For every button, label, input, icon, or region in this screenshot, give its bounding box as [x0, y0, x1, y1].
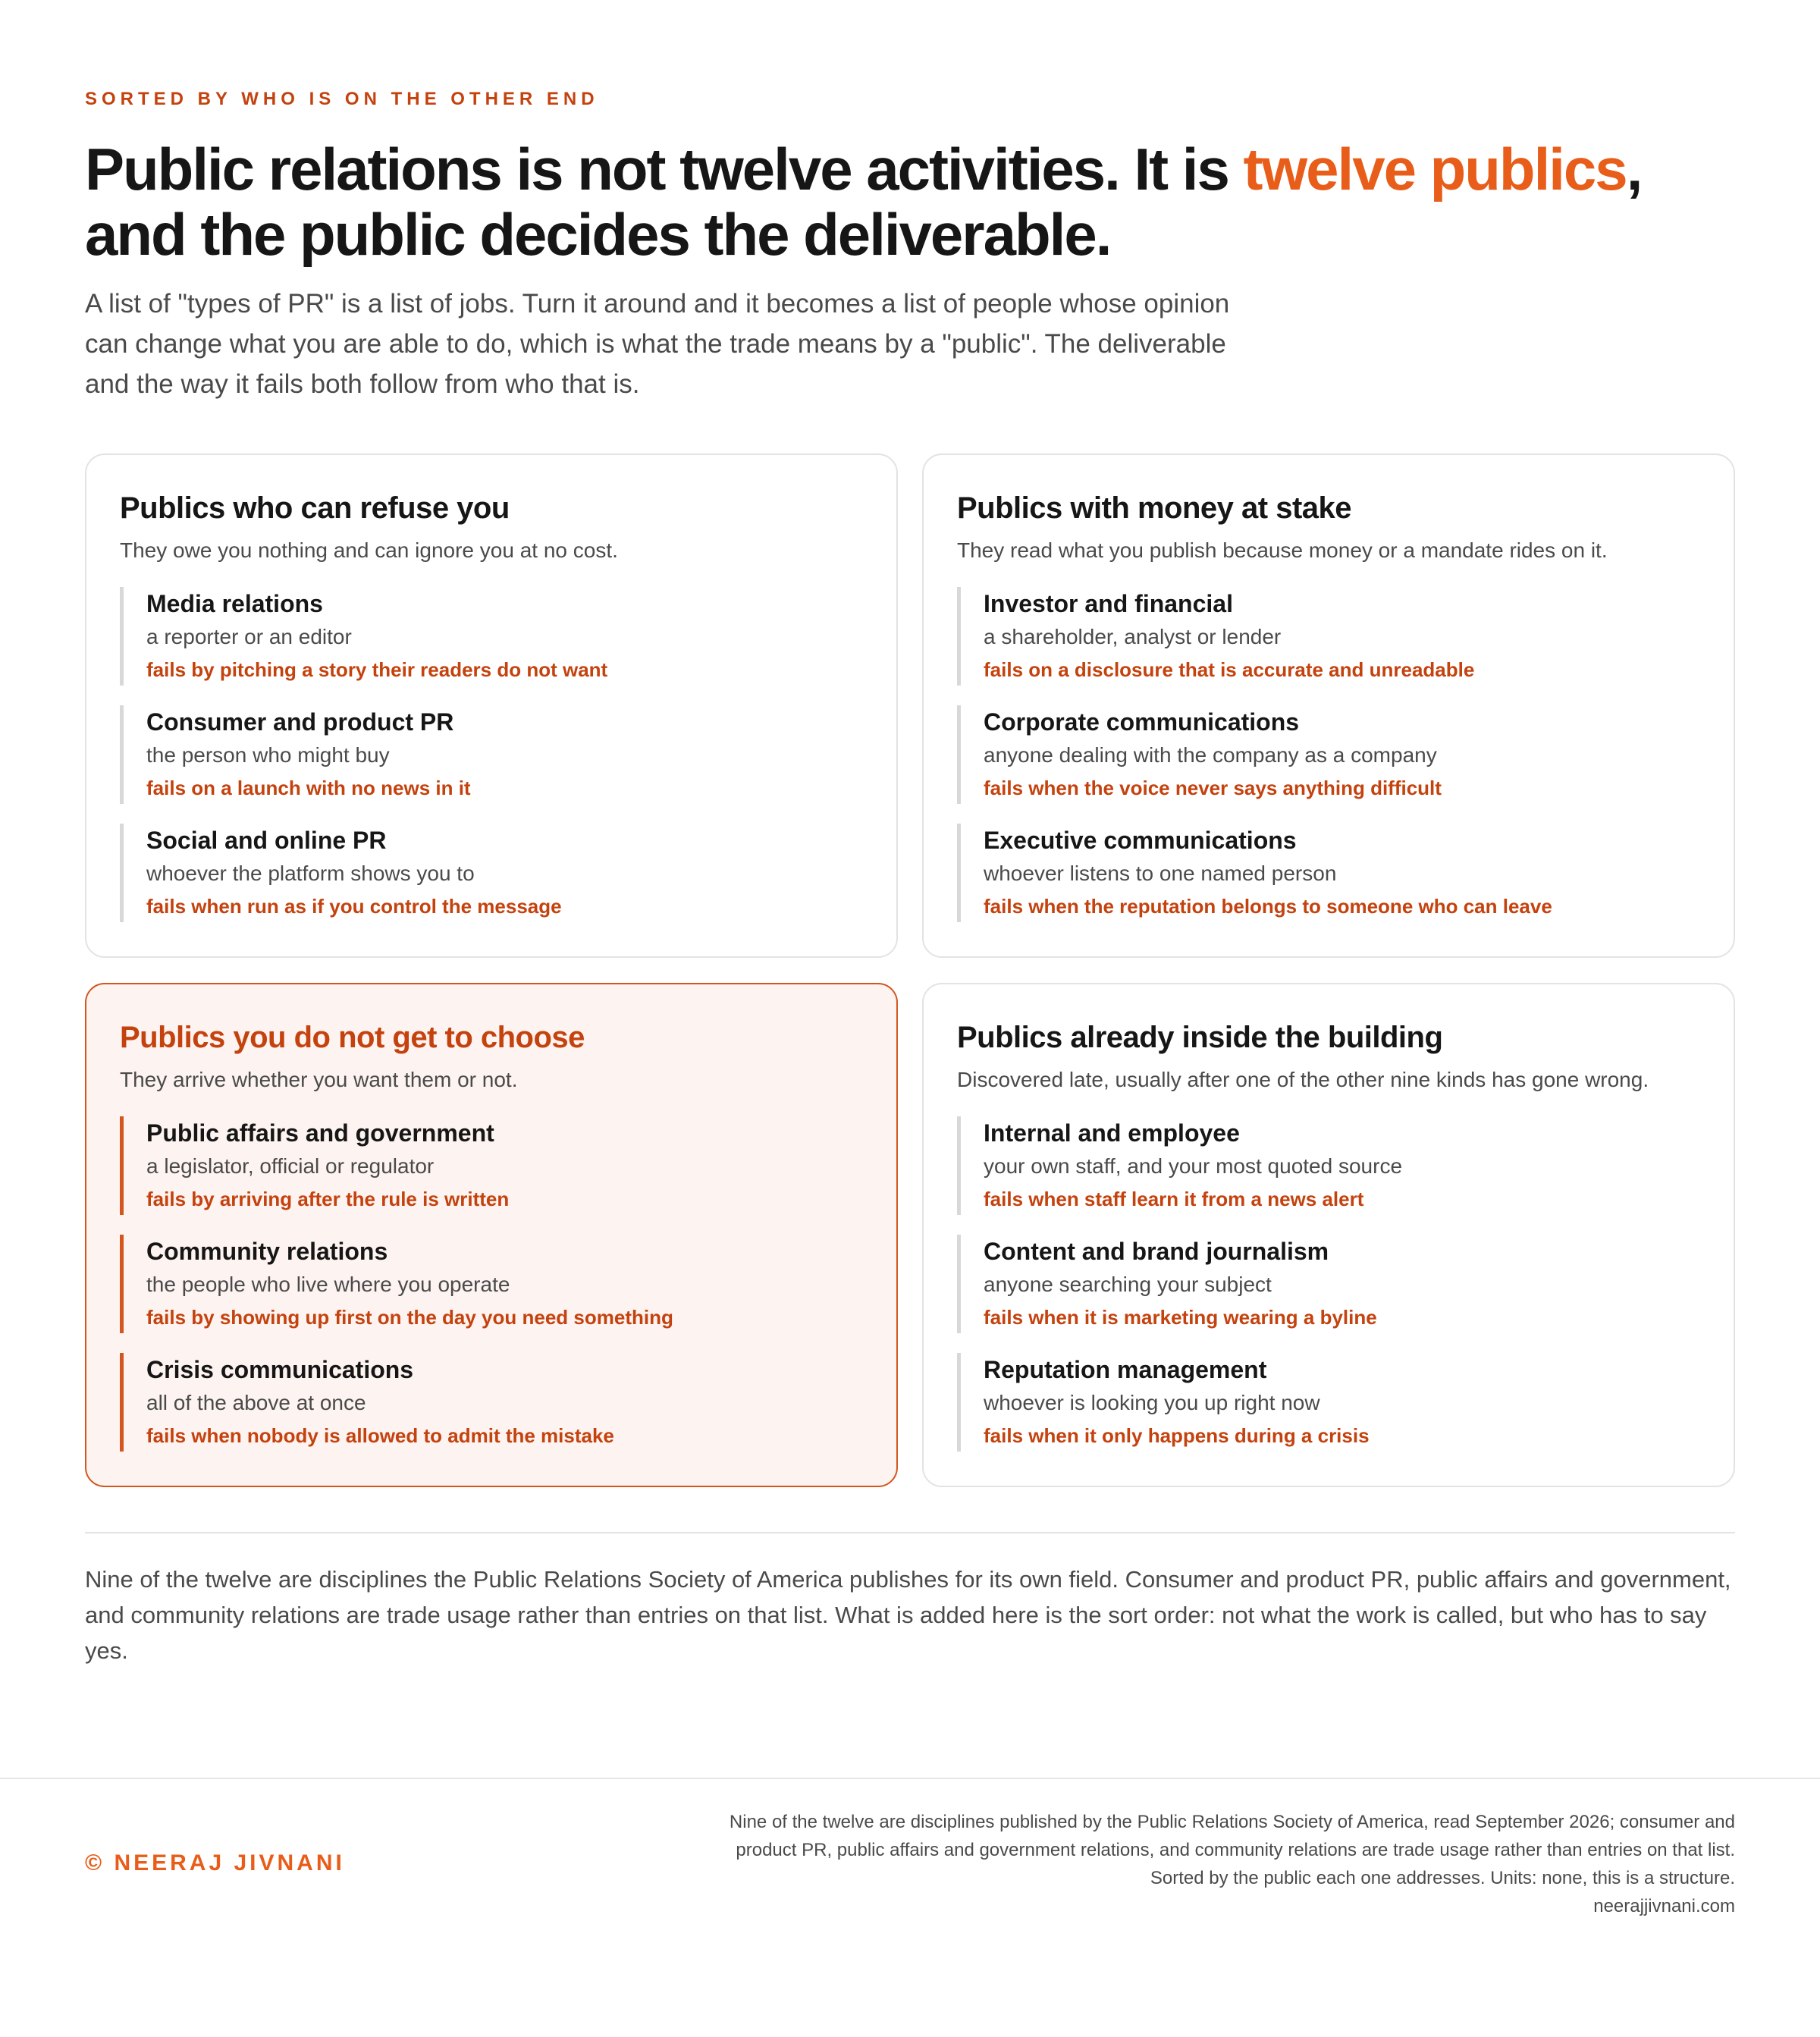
item-name: Media relations	[146, 590, 323, 617]
item-fail: fails by arriving after the rule is written	[146, 1188, 510, 1210]
group-items	[957, 1116, 1700, 1452]
item-fail: fails when staff learn it from a news alert	[984, 1188, 1364, 1210]
lede: A list of "types of PR" is a list of jobs. Turn it around and it becomes a list of people whose opinion can change what you are able to do, which is what the trade means by a "public". The deliverable and the way it fails both follow from who that is.	[85, 289, 1230, 399]
group-card-no-choice	[85, 983, 898, 1487]
item-fail: fails when the reputation belongs to someone who can leave	[984, 895, 1552, 918]
group-title: Publics already inside the building	[957, 1021, 1443, 1054]
item-name: Reputation management	[984, 1356, 1267, 1383]
source-text: Nine of the twelve are disciplines published by the Public Relations Society of America, read September 2026; consumer and product PR, public affairs and government relations, and community relations are trade usage rather than entries on that list. Sorted by the public each one addresses. Units: none, this is a structure.	[729, 1812, 1735, 1888]
item-fail: fails when it only happens during a crisis	[984, 1424, 1370, 1447]
item-name: Executive communications	[984, 827, 1297, 854]
headline-line2: and the public decides the deliverable.	[85, 201, 1111, 268]
source-url[interactable]: neerajjivnani.com	[1593, 1896, 1735, 1916]
divider	[85, 1532, 1735, 1533]
item-fail: fails by showing up first on the day you need something	[146, 1306, 673, 1329]
publics-grid	[85, 454, 1735, 1487]
group-subtitle: Discovered late, usually after one of the other nine kinds has gone wrong.	[957, 1068, 1649, 1091]
item-who: whoever is looking you up right now	[984, 1391, 1320, 1414]
public-item	[120, 1235, 863, 1333]
item-fail: fails by pitching a story their readers do not want	[146, 658, 608, 681]
group-items	[120, 587, 863, 922]
item-who: your own staff, and your most quoted source	[984, 1154, 1403, 1178]
public-item	[957, 1116, 1700, 1215]
group-items	[957, 587, 1700, 922]
group-title: Publics with money at stake	[957, 491, 1351, 525]
public-item	[120, 1116, 863, 1215]
headline	[85, 137, 1735, 267]
item-who: anyone dealing with the company as a company	[984, 743, 1437, 767]
public-item	[120, 1353, 863, 1452]
item-who: whoever the platform shows you to	[146, 862, 475, 885]
item-fail: fails when the voice never says anything difficult	[984, 777, 1442, 799]
public-item	[957, 705, 1700, 804]
item-name: Corporate communications	[984, 708, 1300, 736]
item-fail: fails when run as if you control the message	[146, 895, 562, 918]
footnote: Nine of the twelve are disciplines the Public Relations Society of America publishes for its own field. Consumer and product PR, public affairs and government, and community relations are trade usage rather than entries on that list. What is added here is the sort order: not what the work is called, but who has to say yes.	[85, 1566, 1731, 1664]
item-name: Investor and financial	[984, 590, 1233, 617]
item-name: Crisis communications	[146, 1356, 414, 1383]
item-name: Content and brand journalism	[984, 1238, 1329, 1265]
item-who: anyone searching your subject	[984, 1273, 1272, 1296]
public-item	[957, 1235, 1700, 1333]
public-item	[120, 824, 863, 922]
footer-divider	[0, 1778, 1820, 1779]
public-item	[957, 587, 1700, 686]
credit: © NEERAJ JIVNANI	[85, 1850, 345, 1875]
item-fail: fails on a launch with no news in it	[146, 777, 471, 799]
headline-part1: Public relations is not twelve activities. It is	[85, 136, 1244, 202]
group-title: Publics who can refuse you	[120, 491, 510, 525]
group-card-refuse	[85, 454, 898, 958]
group-subtitle: They owe you nothing and can ignore you at no cost.	[120, 538, 618, 562]
group-subtitle: They arrive whether you want them or not.	[120, 1068, 518, 1091]
item-fail: fails when it is marketing wearing a byline	[984, 1306, 1377, 1329]
item-who: a reporter or an editor	[146, 625, 352, 648]
item-name: Internal and employee	[984, 1119, 1240, 1147]
eyebrow: SORTED BY WHO IS ON THE OTHER END	[85, 89, 599, 109]
headline-part2: ,	[1626, 136, 1642, 202]
item-fail: fails on a disclosure that is accurate and unreadable	[984, 658, 1475, 681]
item-who: a shareholder, analyst or lender	[984, 625, 1282, 648]
item-name: Consumer and product PR	[146, 708, 454, 736]
item-fail: fails when nobody is allowed to admit the mistake	[146, 1424, 614, 1447]
item-who: the people who live where you operate	[146, 1273, 510, 1296]
headline-accent: twelve publics	[1243, 136, 1627, 202]
public-item	[120, 587, 863, 686]
item-who: the person who might buy	[146, 743, 390, 767]
public-item	[957, 824, 1700, 922]
group-subtitle: They read what you publish because money or a mandate rides on it.	[957, 538, 1608, 562]
group-card-money	[922, 454, 1735, 958]
item-name: Community relations	[146, 1238, 388, 1265]
group-title: Publics you do not get to choose	[120, 1021, 585, 1054]
group-items	[120, 1116, 863, 1452]
item-name: Social and online PR	[146, 827, 387, 854]
public-item	[957, 1353, 1700, 1452]
item-who: all of the above at once	[146, 1391, 366, 1414]
public-item	[120, 705, 863, 804]
group-card-inside	[922, 983, 1735, 1487]
item-who: a legislator, official or regulator	[146, 1154, 435, 1178]
item-who: whoever listens to one named person	[984, 862, 1337, 885]
source-note	[711, 1808, 1735, 1920]
item-name: Public affairs and government	[146, 1119, 494, 1147]
